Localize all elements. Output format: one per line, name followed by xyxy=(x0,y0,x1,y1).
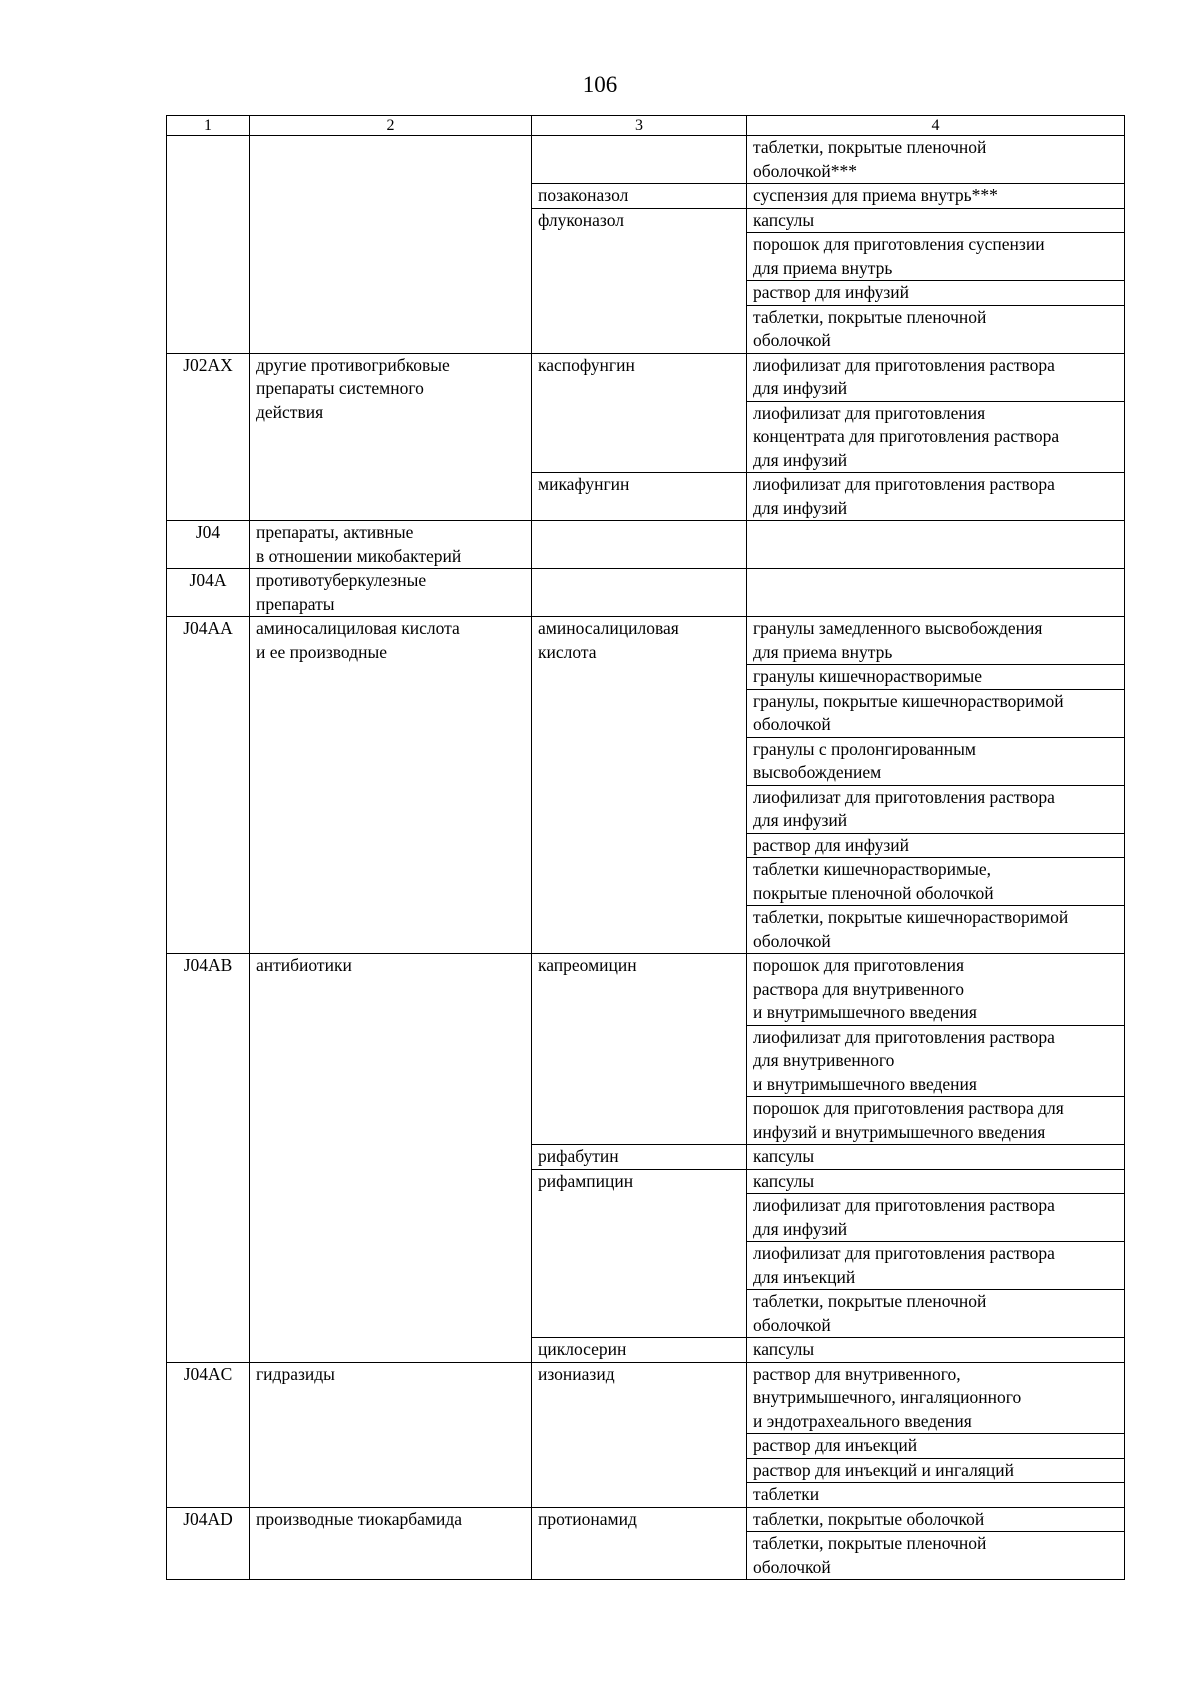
atc-code-cell: J04AC xyxy=(167,1362,250,1507)
group-name-cell: противотуберкулезные препараты xyxy=(250,569,532,617)
dosage-form-cell: гранулы с пролонгированным высвобождением xyxy=(747,737,1125,785)
drug-name-cell: флуконазол xyxy=(532,208,747,353)
dosage-form-cell: капсулы xyxy=(747,1169,1125,1194)
drug-name-cell: микафунгин xyxy=(532,473,747,521)
drug-name-cell xyxy=(532,136,747,184)
header-row xyxy=(167,116,1125,136)
dosage-form-cell xyxy=(747,569,1125,617)
dosage-form-cell: капсулы xyxy=(747,1145,1125,1170)
atc-code-cell: J04AA xyxy=(167,617,250,954)
table-row xyxy=(167,521,1125,569)
table-row xyxy=(167,136,1125,184)
header-cell: 3 xyxy=(532,116,747,136)
drug-name-cell xyxy=(532,569,747,617)
dosage-form-cell xyxy=(747,521,1125,569)
dosage-form-cell: суспензия для приема внутрь*** xyxy=(747,184,1125,209)
atc-code-cell: J04 xyxy=(167,521,250,569)
dosage-form-cell: раствор для инфузий xyxy=(747,281,1125,306)
dosage-form-cell: лиофилизат для приготовления раствора для инфузий xyxy=(747,1194,1125,1242)
group-name-cell: производные тиокарбамида xyxy=(250,1507,532,1580)
dosage-form-cell: таблетки кишечнорастворимые, покрытые пленочной оболочкой xyxy=(747,858,1125,906)
atc-code-cell: J04AB xyxy=(167,954,250,1363)
dosage-form-cell: таблетки, покрытые кишечнорастворимой оболочкой xyxy=(747,906,1125,954)
drug-name-cell: циклосерин xyxy=(532,1338,747,1363)
dosage-form-cell: порошок для приготовления раствора для внутривенного и внутримышечного введения xyxy=(747,954,1125,1026)
dosage-form-cell: порошок для приготовления раствора для инфузий и внутримышечного введения xyxy=(747,1097,1125,1145)
dosage-form-cell: гранулы, покрытые кишечнорастворимой оболочкой xyxy=(747,689,1125,737)
drug-name-cell: капреомицин xyxy=(532,954,747,1145)
dosage-form-cell: порошок для приготовления суспензии для приема внутрь xyxy=(747,233,1125,281)
dosage-form-cell: таблетки, покрытые пленочной оболочкой xyxy=(747,1290,1125,1338)
dosage-form-cell: гранулы кишечнорастворимые xyxy=(747,665,1125,690)
group-name-cell: гидразиды xyxy=(250,1362,532,1507)
table-row xyxy=(167,353,1125,401)
table-row xyxy=(167,569,1125,617)
dosage-form-cell: лиофилизат для приготовления раствора для инфузий xyxy=(747,353,1125,401)
group-name-cell xyxy=(250,136,532,354)
table-row xyxy=(167,954,1125,1026)
drug-name-cell: аминосалициловая кислота xyxy=(532,617,747,954)
dosage-form-cell: лиофилизат для приготовления раствора для инфузий xyxy=(747,473,1125,521)
dosage-form-cell: таблетки, покрытые пленочной оболочкой xyxy=(747,305,1125,353)
drug-name-cell: рифабутин xyxy=(532,1145,747,1170)
header-cell: 2 xyxy=(250,116,532,136)
dosage-form-cell: лиофилизат для приготовления раствора для инфузий xyxy=(747,785,1125,833)
atc-code-cell: J04A xyxy=(167,569,250,617)
drug-name-cell: позаконазол xyxy=(532,184,747,209)
dosage-form-cell: капсулы xyxy=(747,208,1125,233)
drug-table xyxy=(166,115,1125,1580)
dosage-form-cell: раствор для инфузий xyxy=(747,833,1125,858)
page-number: 106 xyxy=(582,72,618,97)
drug-name-cell: рифампицин xyxy=(532,1169,747,1338)
header-cell: 4 xyxy=(747,116,1125,136)
atc-code-cell: J04AD xyxy=(167,1507,250,1580)
dosage-form-cell: таблетки xyxy=(747,1483,1125,1508)
dosage-form-cell: капсулы xyxy=(747,1338,1125,1363)
dosage-form-cell: гранулы замедленного высвобождения для приема внутрь xyxy=(747,617,1125,665)
dosage-form-cell: таблетки, покрытые пленочной оболочкой*** xyxy=(747,136,1125,184)
drug-name-cell: каспофунгин xyxy=(532,353,747,473)
group-name-cell: другие противогрибковые препараты системного действия xyxy=(250,353,532,521)
header-cell: 1 xyxy=(167,116,250,136)
atc-code-cell: J02AX xyxy=(167,353,250,521)
dosage-form-cell: раствор для инъекций xyxy=(747,1434,1125,1459)
dosage-form-cell: раствор для инъекций и ингаляций xyxy=(747,1458,1125,1483)
dosage-form-cell: лиофилизат для приготовления раствора для внутривенного и внутримышечного введения xyxy=(747,1025,1125,1097)
drug-name-cell: протионамид xyxy=(532,1507,747,1580)
group-name-cell: препараты, активные в отношении микобактерий xyxy=(250,521,532,569)
dosage-form-cell: лиофилизат для приготовления раствора для инъекций xyxy=(747,1242,1125,1290)
dosage-form-cell: лиофилизат для приготовления концентрата для приготовления раствора для инфузий xyxy=(747,401,1125,473)
group-name-cell: аминосалициловая кислота и ее производные xyxy=(250,617,532,954)
dosage-form-cell: таблетки, покрытые пленочной оболочкой xyxy=(747,1532,1125,1580)
drug-name-cell: изониазид xyxy=(532,1362,747,1507)
drug-name-cell xyxy=(532,521,747,569)
atc-code-cell xyxy=(167,136,250,354)
table-row xyxy=(167,1362,1125,1434)
table-row xyxy=(167,617,1125,665)
dosage-form-cell: таблетки, покрытые оболочкой xyxy=(747,1507,1125,1532)
table-row xyxy=(167,1507,1125,1532)
group-name-cell: антибиотики xyxy=(250,954,532,1363)
dosage-form-cell: раствор для внутривенного, внутримышечного, ингаляционного и эндотрахеального введения xyxy=(747,1362,1125,1434)
